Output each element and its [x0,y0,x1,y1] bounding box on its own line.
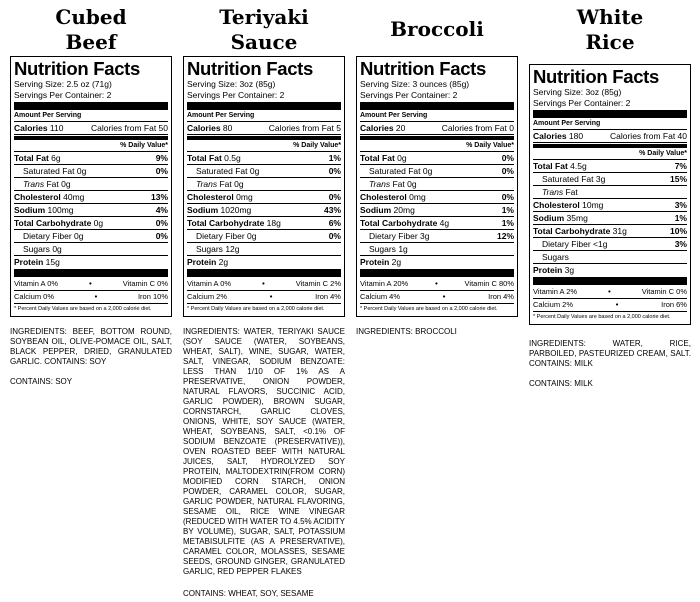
medium-rule [533,144,687,148]
medium-rule [187,136,341,140]
total-fat-row: Total Fat 6g 9% [14,153,168,163]
product-title-line: Cubed [55,5,127,29]
product-title [356,0,518,56]
sodium-row: Sodium 1020mg 43% [187,205,341,215]
contains-text: CONTAINS: WHEAT, SOY, SESAME [183,589,314,598]
protein-row: Protein 15g [14,257,60,267]
sugars-row: Sugars 0g [14,243,168,256]
dietary-fiber-row: Dietary Fiber 0g 0% [14,230,168,243]
footnote: * Percent Daily Values are based on a 2,000 calorie diet. [187,306,325,312]
saturated-fat-row: Saturated Fat 0g 0% [360,165,514,178]
calories-row: Calories 80 Calories from Fat 5 [187,123,341,133]
total-fat-row: Total Fat 4.5g 7% [533,161,687,171]
vitamins-row: Vitamin A 20% • Vitamin C 80% [360,278,514,291]
amount-per-serving: Amount Per Serving [533,119,687,130]
vitamins-row: Vitamin A 0% • Vitamin C 0% [14,278,168,291]
saturated-fat-row: Saturated Fat 3g 15% [533,173,687,186]
carbohydrate-row: Total Carbohydrate 4g 1% [360,218,514,228]
sodium-row: Sodium 100mg 4% [14,205,168,215]
cholesterol-row: Cholesterol 10mg 3% [533,200,687,210]
product-title [183,0,345,56]
minerals-row: Calcium 2% • Iron 6% [533,299,687,312]
protein-row: Protein 3g [533,265,575,275]
product-column-white-rice [529,0,691,389]
ingredients-text: INGREDIENTS: WATER, RICE, PARBOILED, PASTEURIZED CREAM, SALT. CONTAINS: MILK [529,339,691,368]
vitamins-row: Vitamin A 0% • Vitamin C 2% [187,278,341,291]
amount-per-serving: Amount Per Serving [14,111,168,122]
minerals-row: Calcium 2% • Iron 4% [187,291,341,304]
calories-row: Calories 20 Calories from Fat 0 [360,123,514,133]
protein-row: Protein 2g [187,257,229,267]
nutrition-facts-label [356,56,518,317]
product-title-line: Sauce [230,30,298,54]
product-column-cubed-beef [10,0,172,387]
ingredients-text: INGREDIENTS: BEEF, BOTTOM ROUND, SOYBEAN OIL, OLIVE-POMACE OIL, SALT, BLACK PEPPER, DRIED, GRANULATED GARLIC. CONTAINS: SOY [10,327,172,366]
servings-per-container: Servings Per Container: 2 [187,90,285,100]
ingredients-text: INGREDIENTS: WATER, TERIYAKI SAUCE (SOY SAUCE (WATER, SOYBEANS, WHEAT, SALT), WINE, SUGAR, WATER, SALT, VINEGAR, SODIUM BENZOATE: LESS THAN 1/10 OF 1% AS A PRESERVATIVE, ONION POWDER, NATURAL FLAVORS, SUCCINIC ACID, GARLIC POWDER), BROWN SUGAR, CORNSTARCH, GARLIC CLOVES, ONIONS, WHITE, SOY SAUCE (WATER, WHEAT, SOYBEANS, SALT, <0.1% OF SODIUM BENZOATE (PRESERVATIVE)), OVEN ROASTED BEEF WITH NATURAL JUICES, SALT, HYDROLYZED SOY PROTEIN, MALTODEXTRIN(FROM CORN) MODIFIED CORN STARCH, ONION POWDER, CARAMEL COLOR, SUGAR, GARLIC POWDER, NATURAL FLAVORING, SESAME OIL, RICE WINE VINEGAR (REDUCED WITH WATER TO 4.5% ACIDITY BY VOLUME), SUGAR, SALT, POTASSIUM METABISULFITE (AS A PRESERVATIVE), CARAMEL COLOR, MOLASSES, SESAME SEEDS, GROUND GINGER, GRANULATED GARLIC, RED PEPPER FLAKES [183,327,345,576]
product-title-line: White [576,5,644,29]
nutrition-facts-label [529,64,691,325]
vitamins-row: Vitamin A 2% • Vitamin C 0% [533,286,687,299]
trans-fat-row: Trans Fat 0g [360,178,514,191]
minerals-row: Calcium 4% • Iron 4% [360,291,514,304]
product-title [529,0,691,56]
serving-size: Serving Size: 3 ounces (85g) [360,79,470,89]
footnote: * Percent Daily Values are based on a 2,000 calorie diet. [360,306,498,312]
thick-rule [187,269,341,277]
daily-value-header: % Daily Value* [360,141,514,152]
dietary-fiber-row: Dietary Fiber 3g 12% [360,230,514,243]
thick-rule [187,102,341,110]
thick-rule [14,102,168,110]
product-title-line: Beef [65,30,117,54]
trans-fat-row: Trans Fat 0g [14,178,168,191]
saturated-fat-row: Saturated Fat 0g 0% [14,165,168,178]
sodium-row: Sodium 35mg 1% [533,213,687,223]
serving-size: Serving Size: 2.5 oz (71g) [14,79,112,89]
trans-fat-row: Trans Fat [533,186,687,199]
product-column-broccoli [356,0,518,337]
contains-text: CONTAINS: MILK [529,379,593,388]
calories-row: Calories 180 Calories from Fat 40 [533,131,687,141]
sugars-row: Sugars 1g [360,243,514,256]
calories-row: Calories 110 Calories from Fat 50 [14,123,168,133]
carbohydrate-row: Total Carbohydrate 0g 0% [14,218,168,228]
product-title-line: Teriyaki [219,5,309,29]
footnote: * Percent Daily Values are based on a 2,000 calorie diet. [533,314,671,320]
servings-per-container: Servings Per Container: 2 [533,98,631,108]
amount-per-serving: Amount Per Serving [187,111,341,122]
label-heading: Nutrition Facts [533,66,660,87]
label-heading: Nutrition Facts [14,58,141,79]
daily-value-header: % Daily Value* [187,141,341,152]
thick-rule [533,110,687,118]
minerals-row: Calcium 0% • Iron 10% [14,291,168,304]
thick-rule [14,269,168,277]
protein-row: Protein 2g [360,257,402,267]
dietary-fiber-row: Dietary Fiber 0g 0% [187,230,341,243]
carbohydrate-row: Total Carbohydrate 31g 10% [533,226,687,236]
daily-value-header: % Daily Value* [533,149,687,160]
thick-rule [360,269,514,277]
label-heading: Nutrition Facts [187,58,314,79]
product-title [10,0,172,56]
medium-rule [14,136,168,140]
servings-per-container: Servings Per Container: 2 [14,90,112,100]
sodium-row: Sodium 20mg 1% [360,205,514,215]
cholesterol-row: Cholesterol 0mg 0% [187,192,341,202]
dietary-fiber-row: Dietary Fiber <1g 3% [533,238,687,251]
product-title-line: Rice [585,30,635,54]
ingredients-text: INGREDIENTS: BROCCOLI [356,327,457,336]
footnote: * Percent Daily Values are based on a 2,000 calorie diet. [14,306,152,312]
serving-size: Serving Size: 3oz (85g) [533,87,622,97]
cholesterol-row: Cholesterol 40mg 13% [14,192,168,202]
saturated-fat-row: Saturated Fat 0g 0% [187,165,341,178]
amount-per-serving: Amount Per Serving [360,111,514,122]
product-column-teriyaki-sauce [183,0,345,599]
carbohydrate-row: Total Carbohydrate 18g 6% [187,218,341,228]
thick-rule [360,102,514,110]
serving-size: Serving Size: 3oz (85g) [187,79,276,89]
total-fat-row: Total Fat 0g 0% [360,153,514,163]
total-fat-row: Total Fat 0.5g 1% [187,153,341,163]
nutrition-facts-label [183,56,345,317]
nutrition-facts-label [10,56,172,317]
medium-rule [360,136,514,140]
contains-text: CONTAINS: SOY [10,377,73,386]
trans-fat-row: Trans Fat 0g [187,178,341,191]
thick-rule [533,277,687,285]
servings-per-container: Servings Per Container: 2 [360,90,458,100]
product-title-line: Broccoli [390,17,484,41]
sugars-row: Sugars [533,251,687,264]
label-heading: Nutrition Facts [360,58,487,79]
sugars-row: Sugars 12g [187,243,341,256]
cholesterol-row: Cholesterol 0mg 0% [360,192,514,202]
daily-value-header: % Daily Value* [14,141,168,152]
